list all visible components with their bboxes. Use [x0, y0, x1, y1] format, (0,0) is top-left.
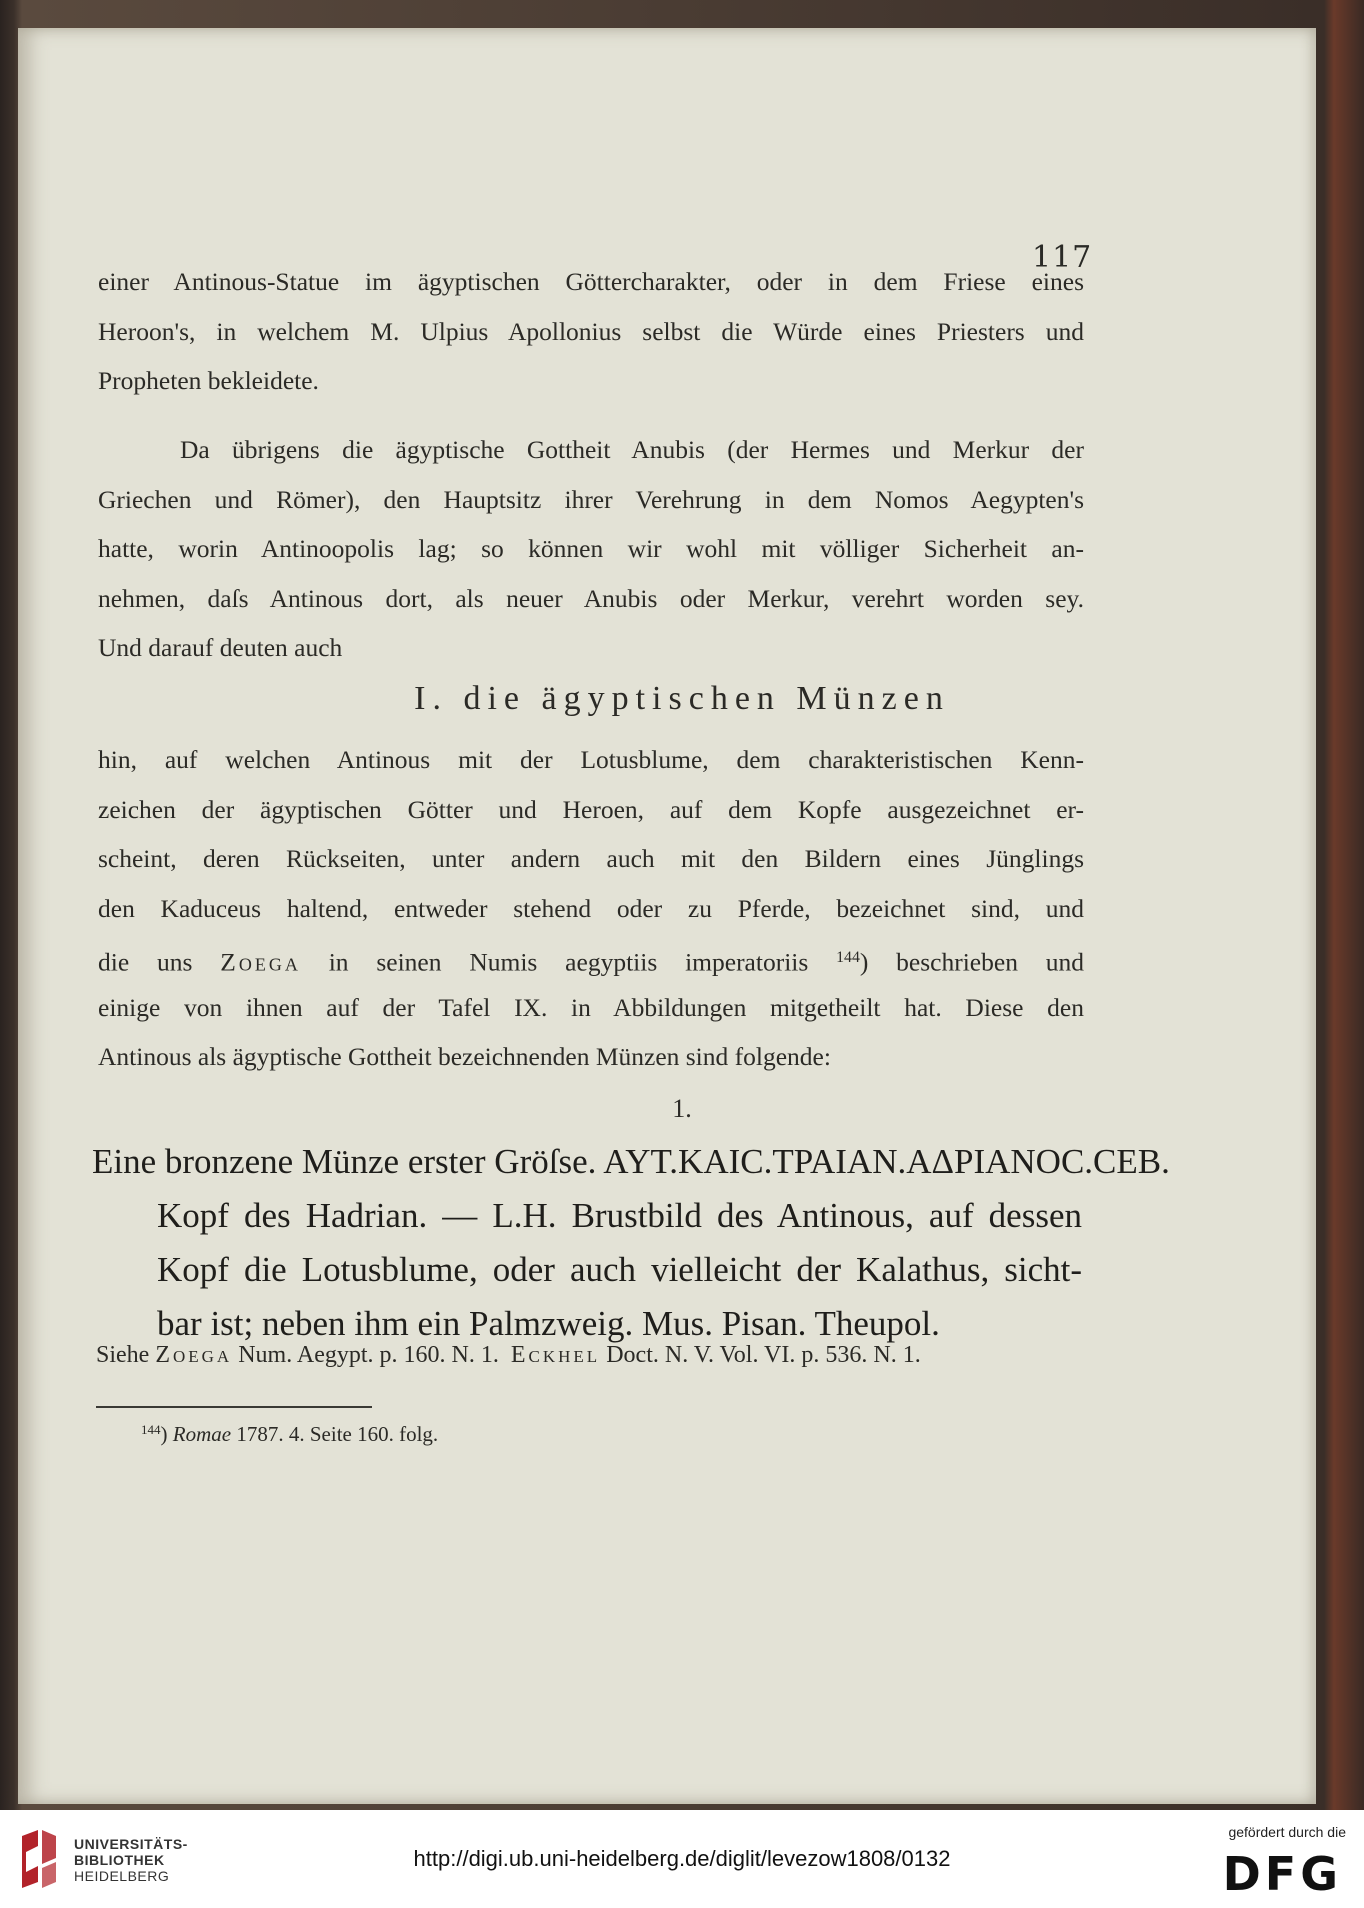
entry-line: bar ist; neben ihm ein Palmzweig. Mus. Pisan. Theupol.: [157, 1304, 940, 1343]
footnote-marker: 144: [836, 949, 860, 966]
text-line: einer Antinous-Statue im ägyptischen Göttercharakter, oder in dem Friese eines: [98, 267, 1084, 296]
section-heading: I. die ägyptischen Münzen: [414, 680, 950, 717]
text-line: hatte, worin Antinoopolis lag; so können wir wohl mit völliger Sicherheit an-: [98, 534, 1084, 563]
dfg-logo[interactable]: DFG: [1222, 1847, 1342, 1901]
library-name-line: BIBLIOTHEK: [74, 1852, 165, 1868]
text-fragment: Siehe: [96, 1342, 150, 1368]
text-line: den Kaduceus haltend, entweder stehend oder zu Pferde, bezeichnet sind, und: [98, 893, 1084, 923]
text-line: Antinous als ägyptische Gottheit bezeichnenden Münzen sind folgende:: [98, 1042, 831, 1071]
footnote-place: Romae: [172, 1422, 232, 1447]
text-line: scheint, deren Rückseiten, unter andern auch mit den Bildern eines Jünglings: [98, 844, 1084, 873]
author-name: Eckhel: [510, 1342, 601, 1368]
text-line: zeichen der ägyptischen Götter und Heroen, auf dem Kopfe ausgezeichnet er-: [98, 794, 1084, 824]
text-fragment: Doct. N. V. Vol. VI. p. 536. N. 1.: [606, 1342, 921, 1368]
paragraph-3: [98, 735, 1084, 1082]
footnote-divider: [96, 1406, 372, 1408]
paragraph-1: [98, 257, 1084, 406]
text-fragment: Num. Aegypt. p. 160. N. 1.: [238, 1342, 499, 1368]
text-line-with-footnote: [98, 933, 1084, 983]
text-line: Propheten bekleidete.: [98, 366, 319, 395]
author-name: Zoega: [155, 1342, 233, 1368]
paragraph-2: [98, 425, 1084, 673]
text-line: Da übrigens die ägyptische Gottheit Anubis (der Hermes und Merkur der: [180, 435, 1084, 464]
text-fragment: die uns: [98, 947, 193, 977]
entry-line: Eine bronzene Münze erster Gröſse. AYT.KAIC.TPAIAN.AΔPIANOC.CEB.: [92, 1142, 1170, 1181]
footnote-text: 1787. 4. Seite 160. folg.: [236, 1422, 439, 1447]
reference-line: [96, 1342, 1084, 1369]
text-line: hin, auf welchen Antinous mit der Lotusblume, dem charakteristischen Kenn-: [98, 745, 1084, 774]
text-fragment: ) beschrieben und: [859, 947, 1084, 977]
funding-caption: gefördert durch die: [1228, 1824, 1346, 1840]
entry-line: Kopf die Lotusblume, oder auch vielleicht der Kalathus, sicht-: [157, 1250, 1082, 1289]
text-line: nehmen, daſs Antinous dort, als neuer Anubis oder Merkur, verehrt worden sey.: [98, 583, 1084, 613]
footnote-number: 144: [141, 1422, 161, 1437]
coin-entry: [92, 1135, 1170, 1351]
library-name-line: HEIDELBERG: [74, 1868, 170, 1884]
text-line: Griechen und Römer), den Hauptsitz ihrer Verehrung in dem Nomos Aegypten's: [98, 484, 1084, 514]
footnote: $^{144}$) Romae 1787. 4. Seite 160. folg.: [141, 1422, 439, 1447]
permalink-url[interactable]: http://digi.ub.uni-heidelberg.de/diglit/levezow1808/0132: [413, 1846, 951, 1871]
entry-line: Kopf des Hadrian. — L.H. Brustbild des Antinous, auf dessen: [157, 1196, 1082, 1235]
page-number: 117: [1032, 240, 1093, 275]
library-name-line: UNIVERSITÄTS-: [74, 1836, 188, 1852]
coin-entry-number: 1.: [672, 1094, 692, 1123]
text-fragment: in seinen Numis aegyptiis imperatoriis: [328, 947, 809, 977]
text-line: einige von ihnen auf der Tafel IX. in Abbildungen mitgetheilt hat. Diese den: [98, 992, 1084, 1022]
viewer-footer: [0, 1810, 1364, 1908]
author-name: Zoega: [220, 947, 301, 977]
text-line: Und darauf deuten auch: [98, 633, 343, 662]
text-line: Heroon's, in welchem M. Ulpius Apollonius selbst die Würde eines Priesters und: [98, 316, 1084, 346]
